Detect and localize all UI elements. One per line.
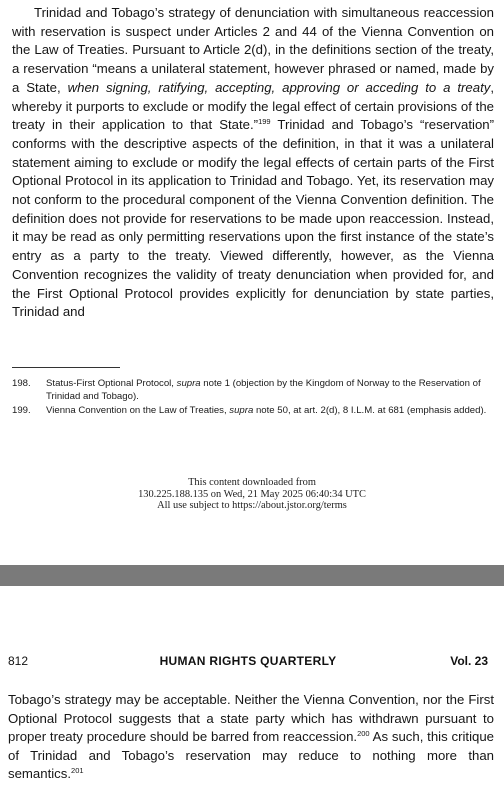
paragraph-segment: As such, this critique of Trinidad and Tobago’s reservation may reduce to nothing more than semantics. <box>8 729 494 782</box>
footnote-text-segment: note 1 (objection by the Kingdom of Norway to the Reservation of Trinidad and Tobago). <box>46 378 481 402</box>
footnote-text-segment: Status-First Optional Protocol, <box>46 378 177 389</box>
footnote-number: 199. <box>12 405 31 417</box>
footnote-italic: supra <box>176 378 201 389</box>
footnote-reference-200[interactable]: 200 <box>357 729 370 739</box>
page-separator-band <box>0 565 504 586</box>
footnote-199 <box>12 405 494 418</box>
paragraph-segment: Trinidad and Tobago’s strategy of denunciation with simultaneous reaccession with reservation is suspect under Articles 2 and 44 of the Vienna Convention on the Law of Treaties. Pursuant to Article 2(d), in the definitions section of the treaty, a reservation “means a unilateral statement, however phrased or named, made by a State, <box>12 5 494 95</box>
volume-label: Vol. 23 <box>450 654 488 668</box>
footnote-198 <box>12 378 494 403</box>
journal-title: HUMAN RIGHTS QUARTERLY <box>159 654 337 668</box>
page-number: 812 <box>8 654 29 668</box>
download-notice-line: All use subject to https://about.jstor.org/terms <box>157 500 347 512</box>
lower-body-text <box>8 691 494 784</box>
upper-body-text <box>12 4 494 322</box>
footnote-reference-201[interactable]: 201 <box>71 766 84 776</box>
footnote-text-segment: note 50, at art. 2(d), 8 I.L.M. at 681 (emphasis added). <box>253 405 487 417</box>
download-notice <box>0 477 504 512</box>
footnotes-section <box>12 378 494 420</box>
body-paragraph <box>8 691 494 784</box>
paragraph-segment: Tobago’s strategy may be acceptable. Neither the Vienna Convention, nor the First Optional Protocol suggests that a state party which has withdrawn pursuant to proper treaty procedure should be barred from reaccession. <box>8 692 494 745</box>
footnote-italic: supra <box>229 405 254 417</box>
footnote-text-segment: Vienna Convention on the Law of Treaties, <box>46 405 230 417</box>
body-paragraph <box>12 4 494 322</box>
footnote-number: 198. <box>12 378 31 389</box>
download-notice-line: 130.225.188.135 on Wed, 21 May 2025 06:40:34 UTC <box>138 488 366 500</box>
download-notice-line: This content downloaded from <box>188 477 316 488</box>
footnote-text <box>46 378 494 403</box>
running-header <box>8 652 488 670</box>
emphasized-quote: when signing, ratifying, accepting, approving or acceding to a treaty <box>67 79 491 95</box>
footnote-text <box>46 405 494 418</box>
footnote-reference-199[interactable]: 199 <box>258 117 271 127</box>
paragraph-segment: Trinidad and Tobago’s “reservation” conforms with the descriptive aspects of the definition, in that it was a unilateral statement aiming to exclude or modify the legal effects of certain parts of the First Optional Protocol in its application to Trinidad and Tobago. Yet, its reservation may not conform to the procedural component of the Vienna Convention definition. The definition does not provide for reservations to be made upon reaccession. Instead, it may be read as only permitting reservations upon the first instance of the state’s entry as a party to the treaty. Viewed differently, however, as the Vienna Convention recognizes the validity of treaty denunciation when provided for, and the First Optional Protocol provides explicitly for denunciation by state parties, Trinidad and <box>12 117 494 320</box>
paragraph-segment: , whereby it purports to exclude or modify the legal effect of certain provisions of the treaty in their application to that State.” <box>12 79 494 133</box>
footnote-divider <box>12 367 120 368</box>
